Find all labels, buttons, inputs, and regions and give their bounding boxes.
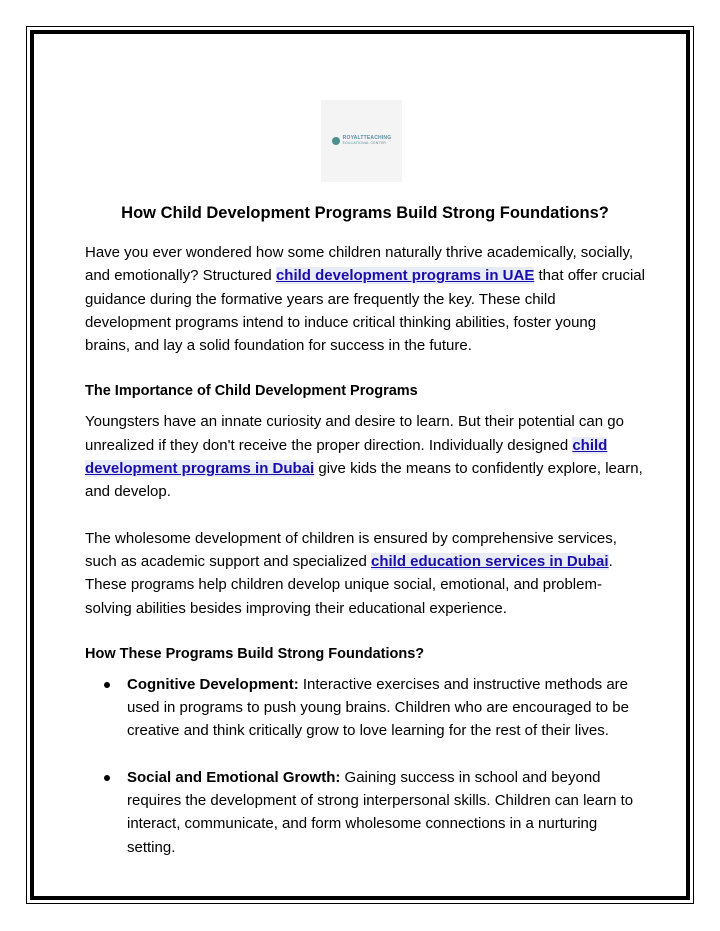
link-child-development-uae[interactable]: child development programs in UAE (275, 267, 535, 285)
foundations-list (85, 673, 645, 859)
list-item-label: Social and Emotional Growth: (127, 768, 341, 786)
section-heading-importance: The Importance of Child Development Programs (85, 383, 418, 400)
importance-p2-before: The wholesome development of children is ensured by comprehensive services, such as academic support and specialized (85, 529, 617, 570)
article-title: How Child Development Programs Build Strong Foundations? (121, 204, 609, 222)
list-item-text: Gaining success in school and beyond requires the development of strong interpersonal skills. Children can learn to interact, communicate, and form wholesome connections in a nurturing setting. (127, 768, 634, 856)
company-logo (321, 100, 402, 182)
logo-wordmark (343, 136, 392, 146)
article-body (85, 202, 645, 882)
page-frame (30, 30, 690, 900)
importance-p1-after: give kids the means to confidently explore, learn, and develop. (85, 460, 643, 501)
importance-p1-before: Youngsters have an innate curiosity and desire to learn. But their potential can go unrealized if they don't receive the proper direction. Individually designed (85, 413, 624, 454)
intro-text-before: Have you ever wondered how some children naturally thrive academically, socially, and emotionally? Structured (85, 244, 634, 285)
bullet-icon (104, 775, 110, 781)
logo-lockup (332, 136, 392, 146)
logo-mark-icon (332, 137, 340, 145)
list-item (85, 673, 645, 743)
intro-paragraph (85, 241, 645, 357)
link-child-development-dubai[interactable]: child development programs in Dubai (85, 436, 608, 478)
importance-paragraph-1 (85, 410, 645, 503)
intro-text-after: that offer crucial guidance during the formative years are frequently the key. These child development programs intend to induce critical thinking abilities, foster young brains, and lay a solid foundation for success in the future. (85, 267, 645, 355)
logo-text-line1: ROYALTTEACHING (342, 135, 392, 141)
list-item (85, 766, 645, 859)
importance-paragraph-2 (85, 527, 645, 620)
bullet-icon (104, 682, 110, 688)
list-item-label: Cognitive Development: (127, 675, 299, 693)
section-heading-foundations: How These Programs Build Strong Foundations? (85, 645, 425, 662)
logo-text-line2: EDUCATIONAL CENTER (342, 141, 387, 145)
importance-p2-after: . These programs help children develop unique social, emotional, and problem-solving abilities besides improving their educational experience. (85, 552, 613, 617)
link-child-education-dubai[interactable]: child education services in Dubai (371, 552, 609, 570)
list-item-text: Interactive exercises and instructive methods are used in programs to push young brains. Children who are encouraged to be creative and think critically grow to love learning for the rest of their lives. (127, 675, 629, 740)
